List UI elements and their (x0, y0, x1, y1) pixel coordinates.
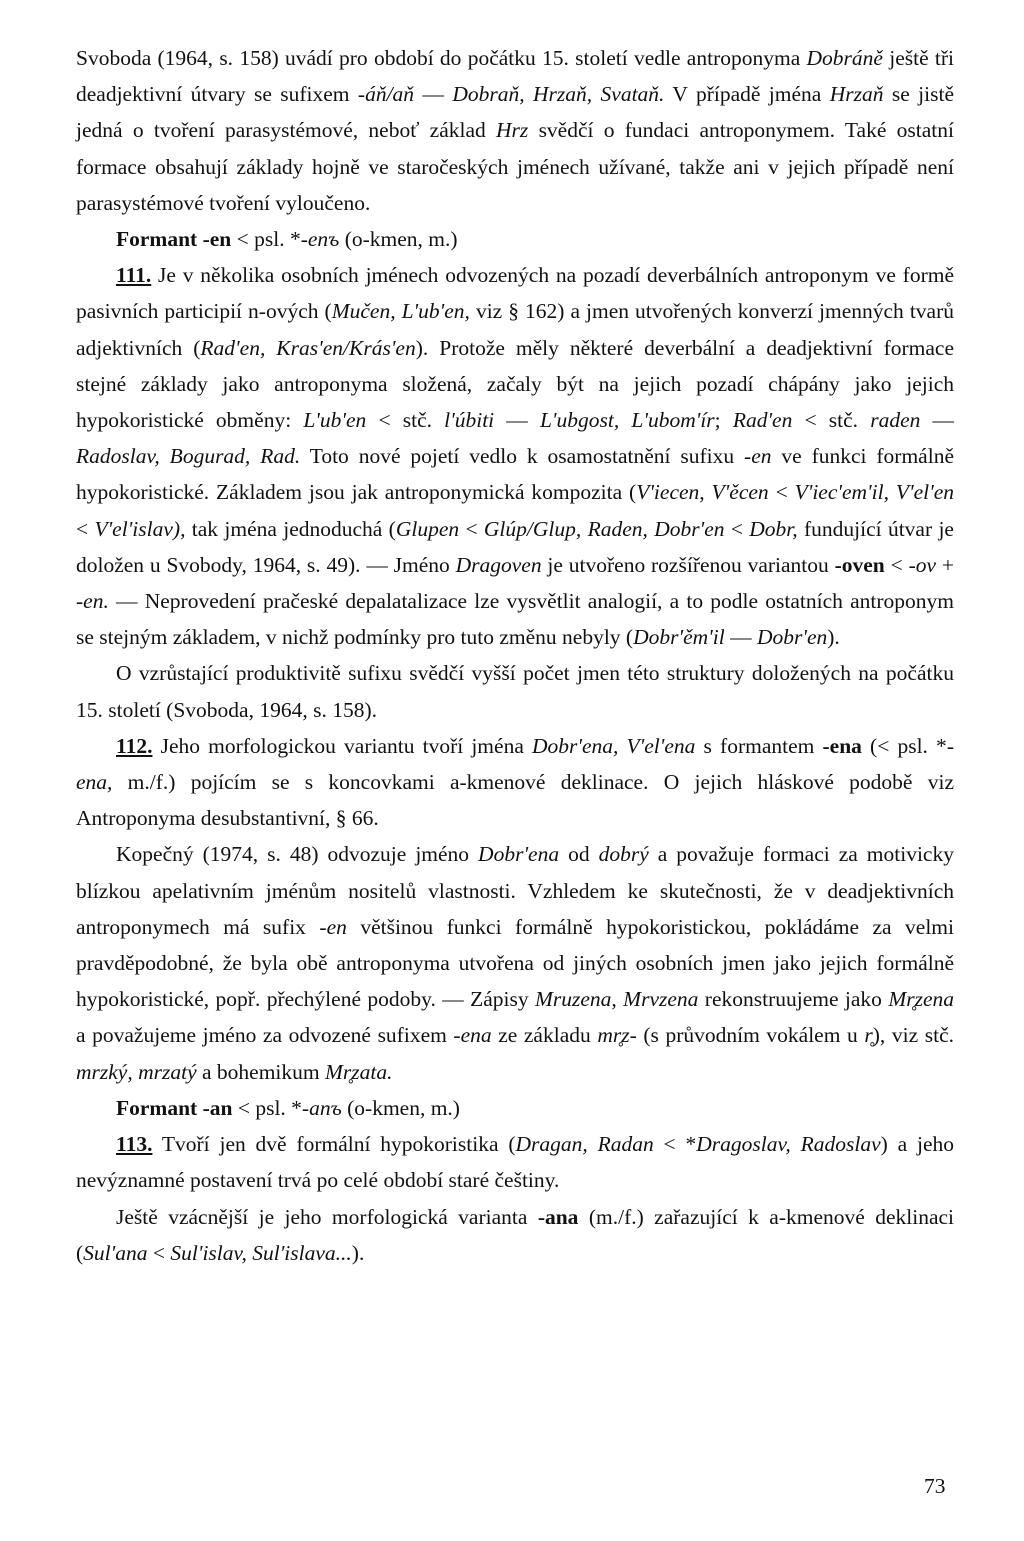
text: V případě jména (664, 82, 830, 107)
italic-term: -ena, (76, 733, 954, 795)
text: od (559, 842, 599, 867)
italic-term: Dragoven (455, 552, 542, 577)
text: svědčí o fundaci antroponymem. Také ostatní formace obsahují základy hojně ve staročeských jménech užívané, takže ani v jejich případě není parasystémové tvoření vyloučeno. (76, 118, 954, 215)
page-text (76, 40, 954, 1271)
page-number: 73 (924, 1474, 946, 1498)
text: ). Protože měly některé deverbální a deadjektivní formace stejné základy jako antroponyma složená, začaly být na jejich pozadí chápány jako jejich hypokoristické obměny: (76, 335, 955, 433)
text: (< psl. * (861, 733, 947, 758)
text: (o-kmen, m.) (341, 1095, 460, 1120)
bold-formant: -ena (822, 733, 862, 758)
text: — (920, 408, 955, 433)
text: (o-kmen, m.) (339, 227, 458, 252)
italic-term: Sul'islav, Sul'islava... (170, 1240, 352, 1265)
section-number: 113. (116, 1132, 153, 1157)
italic-term: V'iecen, V'ěcen (636, 480, 769, 505)
text: < (76, 516, 95, 541)
text: ). (827, 625, 840, 650)
italic-term: L'ubgost, L'ubom'ír (539, 408, 715, 433)
text: rekonstruujeme jako (698, 987, 889, 1012)
text: < stč. (366, 408, 445, 433)
italic-term: Hrz (496, 118, 529, 143)
text: a považujeme jméno za odvozené sufixem (76, 1023, 454, 1048)
italic-term: Sul'ana (83, 1240, 148, 1265)
italic-term: Mr̥zata. (325, 1059, 393, 1084)
paragraph-112 (76, 728, 954, 837)
text: — (724, 625, 757, 650)
text: a považuje formaci za motivicky blízkou apelativním jménům nositelů vlastnosti. Vzhledem ke skutečnosti, že v deadjektivních antroponymech má sufix (76, 842, 954, 939)
italic-term: Radoslav, Bogurad, Rad. (76, 444, 301, 469)
section-number: 111. (116, 263, 152, 288)
text: Je v několika osobních jménech odvozených na pozadí deverbálních antroponym ve formě pasivních participií n-ových ( (76, 263, 954, 324)
text: ), viz stč. (872, 1023, 955, 1048)
text: m./f.) pojícím se s koncovkami a-kmenové deklinace. O jejich hláskové podobě viz Antroponyma desubstantivní, § 66. (76, 770, 954, 831)
text: většinou funkci formálně hypokoristickou, pokládáme za velmi pravděpodobné, že byla obě antroponyma utvořena od jiných osobních jmen jako jejich formálně hypokoristické, popř. přechýlené podoby. — Zápisy (76, 914, 954, 1012)
italic-term: Dobraň, Hrzaň, Svataň. (452, 82, 665, 107)
italic-term: -en (744, 444, 772, 469)
text: < (147, 1240, 171, 1265)
text: a bohemikum (196, 1059, 326, 1084)
text: Jeho morfologickou variantu tvoří jména (152, 733, 532, 758)
italic-term: Mruzena, Mrvzena (535, 987, 699, 1012)
text: Kopečný (1974, s. 48) odvozuje jméno (116, 842, 479, 867)
text: < stč. (792, 408, 871, 433)
italic-term: -en. (76, 589, 109, 614)
paragraph-productivity: O vzrůstající produktivitě sufixu svědčí vyšší počet jmen této struktury doložených na počátku 15. století (Svoboda, 1964, s. 158). (76, 661, 954, 722)
bold-formant: -oven (834, 552, 885, 577)
italic-term: V'el'islav), (94, 516, 186, 541)
italic-term: Dobr'ena (478, 842, 560, 867)
italic-term: Glúp/Glup, Raden, Dobr'en (483, 516, 725, 541)
italic-term: Mučen, L'ub'en, (331, 299, 470, 324)
italic-term: raden (870, 408, 921, 433)
text: < psl. * (232, 1095, 302, 1120)
text: je utvořeno rozšířenou variantou (541, 552, 835, 577)
text: < (459, 516, 484, 541)
text: — (494, 408, 540, 433)
text: ) a jeho nevýznamné postavení trvá po celé období staré češtiny. (76, 1132, 955, 1193)
text: Tvoří jen dvě formální hypokoristika ( (152, 1132, 516, 1157)
italic-term: -en (319, 914, 347, 939)
italic-term: Dobráně (806, 46, 883, 70)
paragraph-svoboda (76, 40, 954, 221)
italic-term: -anъ (301, 1095, 342, 1120)
text: + (936, 552, 954, 577)
text: Toto nové pojetí vedlo k osamostatnění sufixu (300, 444, 745, 469)
italic-term: -áň/aň (357, 82, 415, 107)
formant-label: Formant -en (116, 227, 232, 252)
text: ještě tři deadjektivní útvary se sufixem (76, 46, 954, 107)
italic-term: Dobr'ena, V'el'ena (531, 733, 696, 758)
paragraph-113 (76, 1126, 954, 1198)
italic-term: Dobr'ěm'il (633, 625, 725, 650)
italic-term: -enъ (300, 227, 340, 252)
text: ). (351, 1240, 365, 1265)
text: < (768, 480, 795, 505)
italic-term: Hrzaň (829, 82, 884, 107)
section-number: 112. (116, 733, 153, 758)
italic-term: Dobr, (749, 516, 798, 541)
italic-term: Rad'en, Kras'en/Krás'en (200, 335, 416, 360)
italic-term: Rad'en (732, 408, 793, 433)
italic-term: Dobr'en (756, 625, 828, 650)
text: Svoboda (1964, s. 158) uvádí pro období do počátku 15. století vedle antroponyma (76, 46, 807, 70)
text: (m./f.) zařazující k a-kmenové deklinaci ( (76, 1204, 954, 1265)
italic-term: Dragoslav, Radoslav (696, 1132, 881, 1157)
text: < * (653, 1132, 697, 1157)
heading-formant-en (76, 221, 954, 257)
text: ze základu (491, 1023, 598, 1048)
text: — Neprovedení pračeské depalatalizace lze vysvětlit analogií, a to podle ostatních antroponym se stejným základem, v nichž podmínky pro tuto změnu nebyly ( (76, 589, 954, 650)
italic-term: -ena (453, 1023, 492, 1048)
bold-formant: -ana (537, 1204, 579, 1229)
text: — (414, 82, 453, 107)
text: se jistě jedná o tvoření parasystémové, neboť základ (76, 82, 954, 143)
text: Ještě vzácnější je jeho morfologická varianta (116, 1204, 538, 1229)
italic-term: V'iec'em'il, V'el'en (794, 480, 954, 505)
text: ve funkci formálně hypokoristické. Základem jsou jak antroponymická kompozita ( (76, 444, 954, 505)
text: < psl. * (231, 227, 301, 252)
italic-term: Dragan, Radan (515, 1132, 654, 1157)
formant-label: Formant -an (116, 1095, 233, 1120)
paragraph-ana (76, 1199, 954, 1271)
text: (s průvodním vokálem u (636, 1023, 865, 1048)
italic-term: Mr̥zena (888, 987, 954, 1012)
italic-term: l'úbiti (444, 408, 495, 433)
paragraph-111 (76, 257, 954, 655)
text: < (884, 552, 909, 577)
italic-term: L'ub'en (303, 408, 367, 433)
italic-term: -ov (908, 552, 937, 577)
heading-formant-an (76, 1090, 954, 1126)
italic-term: r̥ (864, 1023, 873, 1048)
text: tak jména jednoduchá ( (185, 516, 396, 541)
text: s formantem (695, 733, 823, 758)
text: fundující útvar je doložen u Svobody, 1964, s. 49). — Jméno (76, 516, 954, 577)
text: < (724, 516, 750, 541)
italic-term: Glupen (395, 516, 460, 541)
paragraph-kopecny (76, 836, 954, 1089)
text: ; (714, 408, 733, 433)
italic-term: dobrý (598, 842, 649, 867)
italic-term: mr̥z- (597, 1023, 637, 1048)
italic-term: mrzký, mrzatý (76, 1059, 197, 1084)
text: viz § 162) a jmen utvořených konverzí jmenných tvarů adjektivních ( (76, 299, 954, 360)
